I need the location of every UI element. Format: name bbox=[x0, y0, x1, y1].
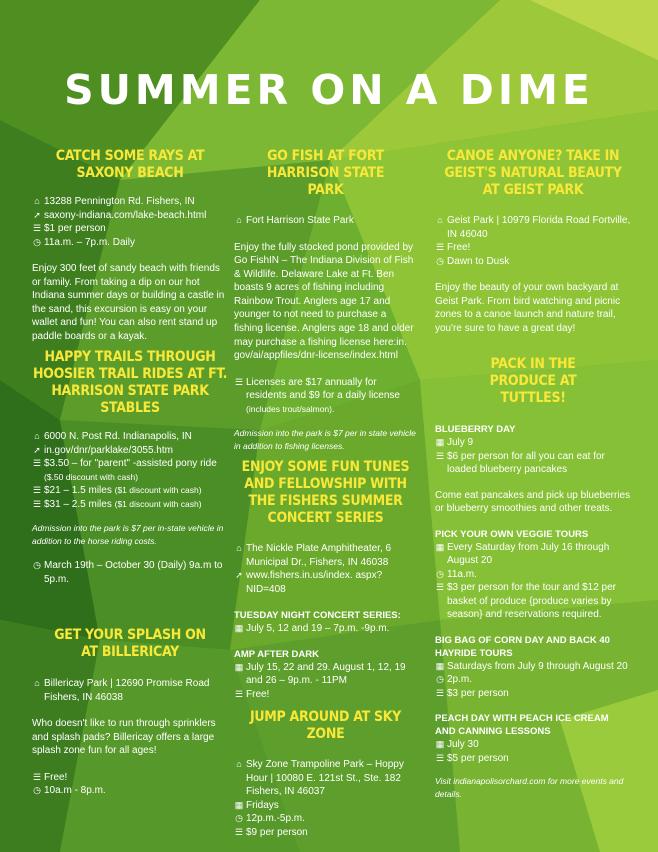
section-sky-zone bbox=[234, 709, 417, 839]
section-heading: PACK IN THE PRODUCE AT TUTTLES! bbox=[489, 356, 577, 406]
price-line: ☰ Licenses are $17 annually for residents and $9 for a daily license (includes trout/salmon). bbox=[234, 376, 400, 414]
calendar-icon: ▦ bbox=[234, 799, 244, 810]
home-icon: ⌂ bbox=[34, 678, 40, 688]
money-icon: ☰ bbox=[234, 376, 244, 387]
money-icon: ☰ bbox=[234, 688, 244, 699]
section-heading: CANOE ANYONE? TAKE IN GEIST'S NATURAL BEAUTY AT GEIST PARK bbox=[444, 148, 622, 198]
website-link[interactable]: ➚ in.gov/dnr/parklake/3055.htm bbox=[33, 444, 173, 456]
date-line: ▦ Every Saturday from July 16 through August 20 bbox=[435, 541, 610, 567]
price-line: ☰ $9 per person bbox=[234, 826, 308, 838]
money-icon: ☰ bbox=[32, 485, 42, 495]
address-line: ⌂ 13288 Pennington Rd. Fishers, IN bbox=[32, 195, 228, 209]
money-icon: ☰ bbox=[32, 498, 42, 509]
home-icon: ⌂ bbox=[437, 215, 443, 225]
day-line: ▦ Fridays bbox=[234, 799, 279, 811]
price-line: ☰ $3 per person bbox=[435, 687, 509, 699]
address-line: ⌂ The Nickle Plate Amphitheater, 6 Municipal Dr., Fishers, IN 46038 bbox=[234, 542, 417, 569]
dates-line: ▦ July 5, 12 and 19 – 7p.m. -9p.m. bbox=[234, 623, 390, 634]
section-saxony-beach bbox=[32, 148, 228, 344]
address-line: ⌂ Geist Park | 10979 Florida Road Fortville, IN 46040 bbox=[435, 214, 631, 241]
section-heading: ENJOY SOME FUN TUNES AND FELLOWSHIP WITH THE FISHERS SUMMER CONCERT SERIES bbox=[241, 459, 410, 526]
section-body: Enjoy the fully stocked pond provided by Go FishIN – The Indiana Division of Fish & Wildlife. Delaware Lake at Ft. Ben boasts 9 acres of fishing including Rainbow Trout. Anglers age 17 and younger to not need to purchase a fishing license. Anglers age 18 and older may purchase a fishing license here:in. gov/ai/appfiles/dnr-license/index.html bbox=[234, 241, 414, 362]
price-line: ☰ $6 per person for all you can eat for loaded blueberry pancakes bbox=[435, 450, 605, 475]
hours-line: ◷ 2p.m. bbox=[436, 674, 473, 686]
section-heading: CATCH SOME RAYS AT SAXONY BEACH bbox=[55, 148, 205, 181]
money-icon: ☰ bbox=[435, 582, 445, 593]
hours-line: ◷ Dawn to Dusk bbox=[436, 255, 510, 267]
website-link[interactable]: ➚ saxony-indiana.com/lake-beach.html bbox=[33, 209, 207, 221]
clock-icon: ◷ bbox=[33, 785, 41, 796]
hours-line: ◷ 10a.m - 8p.m. bbox=[33, 785, 106, 797]
subheading: TUESDAY NIGHT CONCERT SERIES: bbox=[234, 610, 401, 621]
price-line: ☰ $1 per person bbox=[32, 223, 106, 234]
dates-line: ▦ July 15, 22 and 29. August 1, 12, 19 and 26 – 9p.m. - 11PM bbox=[234, 661, 406, 686]
price-line: ☰ Free! bbox=[234, 688, 270, 700]
section-geist-park bbox=[435, 148, 631, 335]
section-heading: GO FISH AT FORT HARRISON STATE PARK bbox=[266, 148, 385, 198]
section-body: Who doesn't like to run through sprinklers and splash pads? Billericay offers a large splash zone fun for all ages! bbox=[32, 718, 216, 757]
address-line: ⌂ Fort Harrison State Park bbox=[234, 214, 417, 228]
home-icon: ⌂ bbox=[236, 543, 242, 553]
subheading: BLUEBERRY DAY bbox=[435, 424, 516, 435]
home-icon: ⌂ bbox=[236, 215, 242, 225]
subheading: AMP AFTER DARK bbox=[234, 648, 319, 660]
clock-icon: ◷ bbox=[33, 560, 41, 570]
calendar-icon: ▦ bbox=[435, 437, 445, 447]
price-line: ☰ $3 per person for the tour and $12 per basket of produce {produce varies by season} and reservations required. bbox=[435, 582, 617, 621]
date-line: ▦ July 30 bbox=[435, 739, 479, 751]
section-note: Admission into the park is $7 per in state vehicle in addition to fishing licenses. bbox=[234, 428, 416, 452]
page-title: SUMMER ON A DIME bbox=[64, 66, 594, 114]
cursor-icon: ➚ bbox=[235, 570, 243, 580]
subheading: PICK YOUR OWN VEGGIE TOURS bbox=[435, 528, 589, 540]
calendar-icon: ▦ bbox=[435, 739, 445, 750]
section-body: Come eat pancakes and pick up blueberries or blueberry smoothies and other treats. bbox=[435, 489, 631, 515]
clock-icon: ◷ bbox=[33, 236, 41, 247]
money-icon: ☰ bbox=[234, 826, 244, 837]
section-note: Admission into the park is $7 per in-state vehicle in addition to the horse riding costs. bbox=[32, 523, 224, 546]
price-line: ☰ $5 per person bbox=[435, 752, 509, 764]
home-icon: ⌂ bbox=[34, 431, 40, 441]
address-line: ⌂ Sky Zone Trampoline Park – Hoppy Hour | 10080 E. 121st St., Ste. 182 Fishers, IN 46037 bbox=[234, 758, 417, 799]
section-body: Enjoy the beauty of your own backyard at Geist Park. From bird watching and picnic zones to a canoe launch and nature trail, you're sure to have a great day! bbox=[435, 282, 621, 334]
section-tuttles-produce bbox=[435, 356, 631, 801]
section-go-fish bbox=[234, 148, 417, 453]
hours-line: ◷ 11a.m. – 7p.m. Daily bbox=[33, 236, 135, 248]
hours-line: ◷ 11a.m. bbox=[436, 568, 477, 580]
date-line: ▦ Saturdays from July 9 through August 20 bbox=[435, 660, 628, 672]
subheading: BIG BAG OF CORN DAY AND BACK 40 HAYRIDE TOURS bbox=[435, 634, 610, 659]
address-line: ⌂ 6000 N. Post Rd. Indianapolis, IN bbox=[32, 430, 228, 444]
subheading: PEACH DAY WITH PEACH ICE CREAM AND CANNING LESSONS bbox=[435, 713, 609, 738]
money-icon: ☰ bbox=[435, 687, 445, 698]
calendar-icon: ▦ bbox=[234, 661, 244, 672]
price-line: ☰ Free! bbox=[32, 771, 68, 783]
money-icon: ☰ bbox=[435, 450, 445, 461]
section-billericay bbox=[32, 627, 228, 798]
clock-icon: ◷ bbox=[436, 674, 444, 685]
section-concert-series bbox=[234, 459, 417, 701]
money-icon: ☰ bbox=[32, 771, 42, 782]
section-heading: JUMP AROUND AT SKY ZONE bbox=[249, 709, 401, 742]
address-line: ⌂ Billericay Park | 12690 Promise Road Fishers, IN 46038 bbox=[32, 677, 228, 704]
clock-icon: ◷ bbox=[235, 813, 243, 823]
section-hoosier-trail-rides bbox=[32, 349, 228, 586]
money-icon: ☰ bbox=[435, 242, 445, 252]
section-heading: HAPPY TRAILS THROUGH HOOSIER TRAIL RIDES AT FT. HARRISON STATE PARK STABLES bbox=[32, 349, 228, 416]
price-line: ☰ Free! bbox=[435, 242, 471, 253]
price-line: ☰ $21 – 1.5 miles ($1 discount with cash) bbox=[32, 485, 202, 496]
clock-icon: ◷ bbox=[436, 568, 444, 579]
money-icon: ☰ bbox=[32, 458, 42, 468]
calendar-icon: ▦ bbox=[435, 541, 445, 552]
price-line: ☰ $31 – 2.5 miles ($1 discount with cash) bbox=[32, 498, 202, 510]
section-note: Visit indianapolisorchard.com for more events and details. bbox=[435, 776, 624, 800]
money-icon: ☰ bbox=[435, 752, 445, 763]
section-heading: GET YOUR SPLASH ON AT BILLERICAY bbox=[54, 627, 206, 660]
calendar-icon: ▦ bbox=[435, 660, 445, 671]
price-line: ☰ $3.50 – for "parent" -assisted pony ride ($.50 discount with cash) bbox=[32, 458, 217, 482]
section-body: Enjoy 300 feet of sandy beach with friends or family. From taking a dip on our hot Indiana summer days or building a castle in the sand, this excursion is easy on your wallet and fun! You can also rent stand up paddle boards or a kayak. bbox=[32, 263, 225, 342]
calendar-icon: ▦ bbox=[234, 623, 244, 633]
hours-line: ◷ 12p.m.-5p.m. bbox=[235, 813, 305, 824]
home-icon: ⌂ bbox=[34, 196, 40, 206]
date-line: ▦ July 9 bbox=[435, 437, 474, 448]
cursor-icon: ➚ bbox=[33, 209, 41, 220]
dates-line: ◷ March 19th – October 30 (Daily) 9a.m to 5p.m. bbox=[33, 560, 223, 585]
home-icon: ⌂ bbox=[236, 759, 242, 769]
money-icon: ☰ bbox=[32, 223, 42, 233]
clock-icon: ◷ bbox=[436, 255, 444, 266]
website-link[interactable]: ➚ www.fishers.in.us/index. aspx?NID=408 bbox=[235, 570, 383, 595]
cursor-icon: ➚ bbox=[33, 444, 41, 455]
